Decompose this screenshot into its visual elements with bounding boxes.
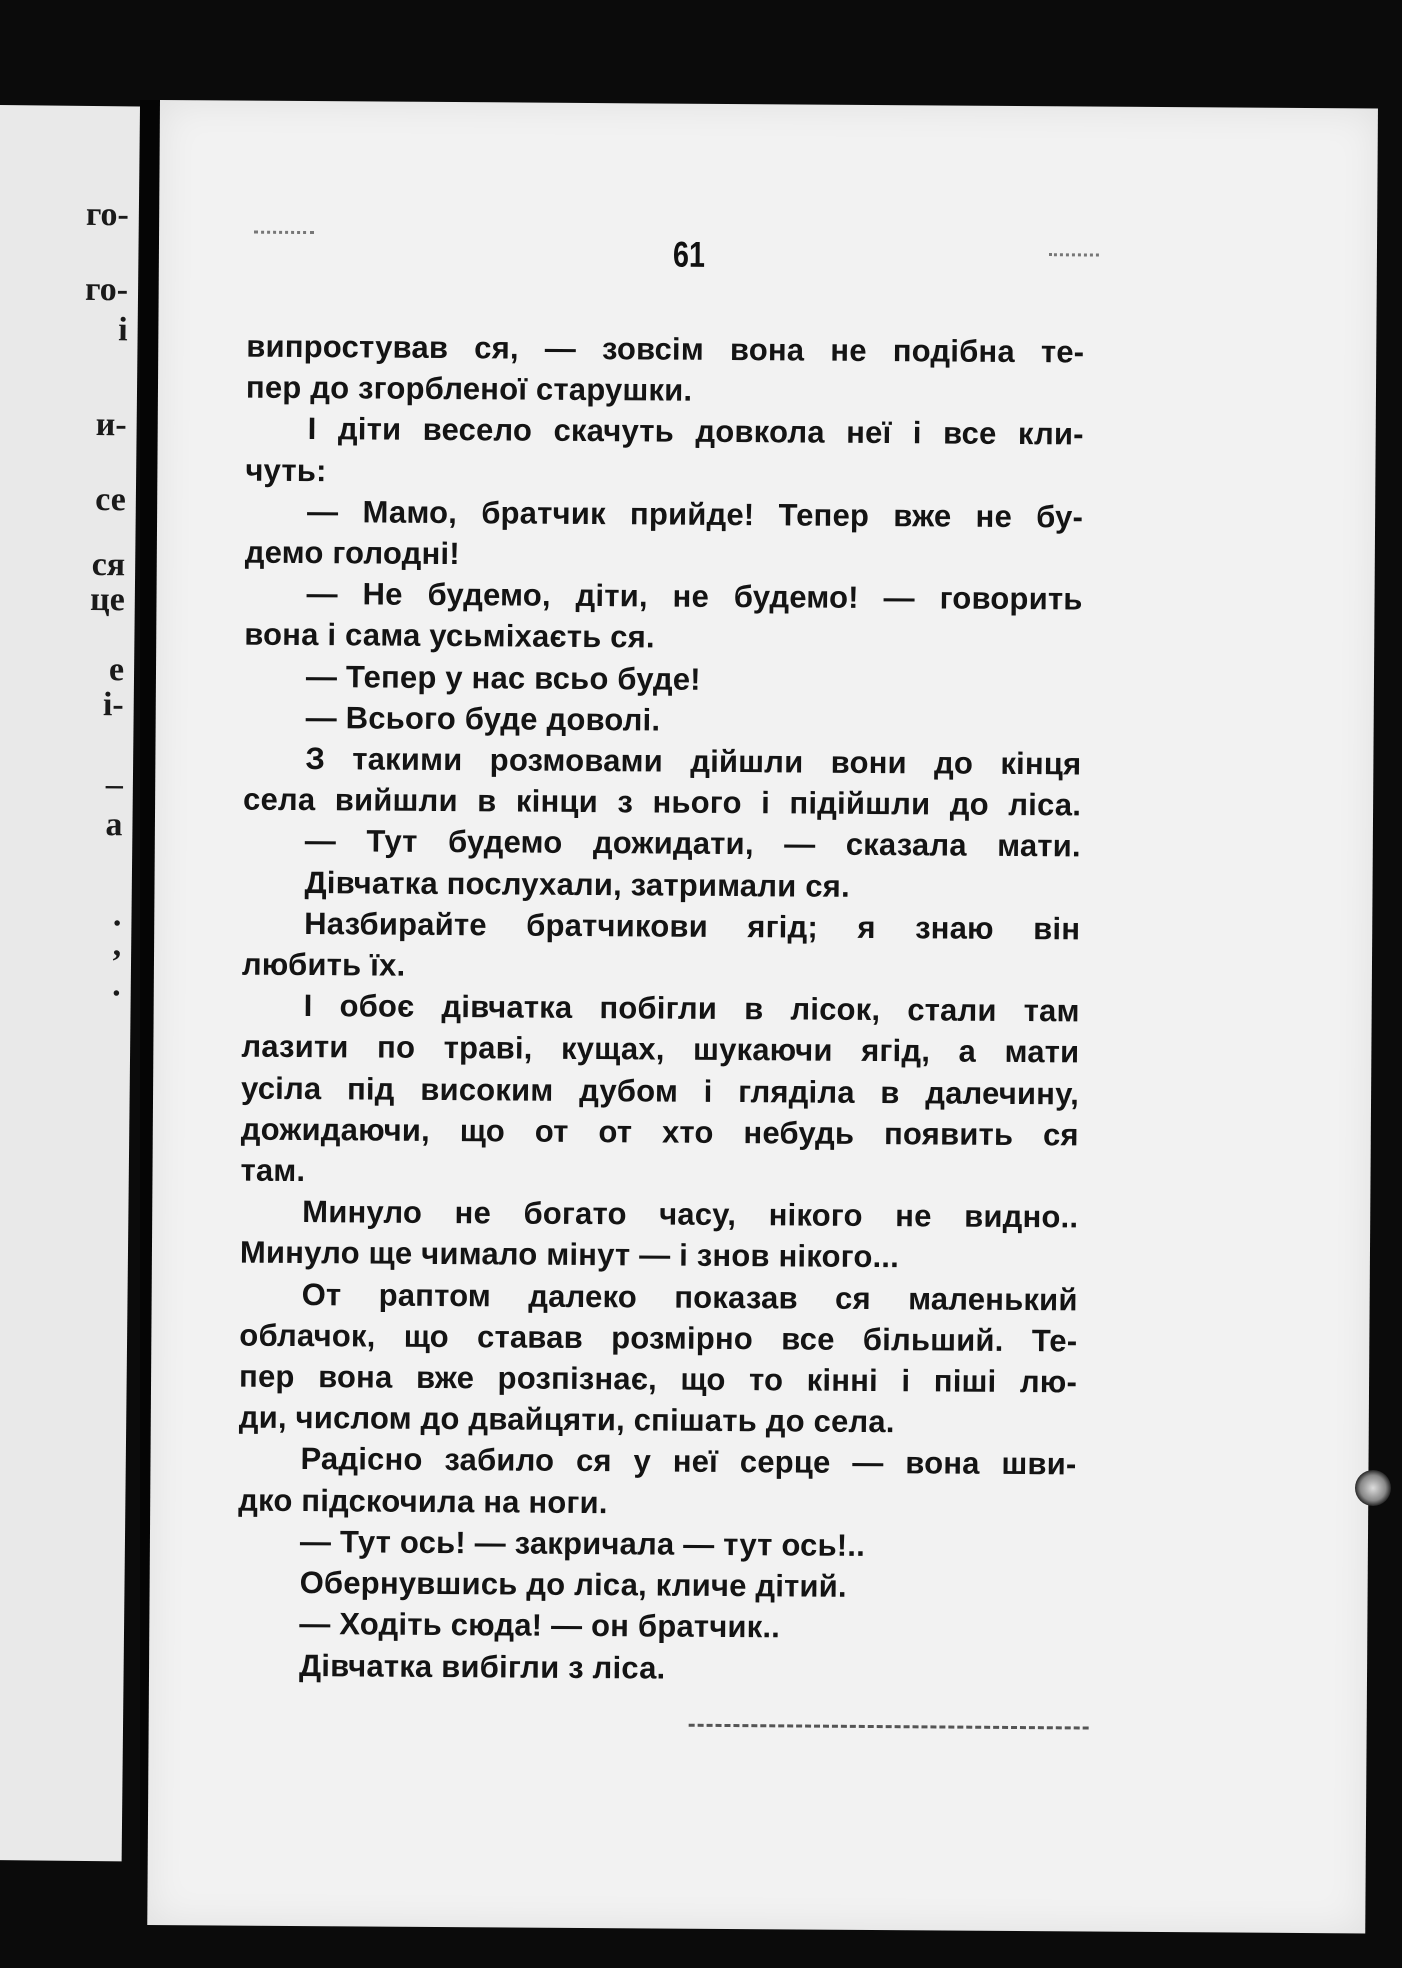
left-page-text-fragment: , [112,926,122,964]
text-line: — Тут ось! — закричала — тут ось!.. [299,1523,866,1563]
text-line: чуть: [245,452,327,488]
text-line: Минуло ще чимало мінут — і знов нікого... [239,1235,900,1275]
bottom-rule [689,1724,1089,1733]
header-mark-right [1049,253,1099,259]
text-line: — Тут будемо дожидати, — сказала мати. [304,823,1081,864]
text-line: Назбирайте братчикови ягід; я знаю він [304,905,1081,947]
left-page-text-fragment: а [105,806,123,844]
left-page-text-fragment: це [89,580,126,619]
text-line: дожидаючи, що от от хто небудь появить ся [240,1111,1079,1153]
text-line: — Не будемо, діти, не будемо! — говорить [306,576,1083,617]
text-line: ди, числом до двайцяти, спішать до села. [238,1399,895,1440]
text-line: демо голодні! [244,534,460,572]
text-line: пер до згорбленої старушки. [245,369,693,408]
text-line: І обоє дівчатка побігли в лісок, стали там [303,988,1080,1029]
page-body-text [237,326,1084,1692]
text-line: любить їх. [241,946,406,983]
left-page-text-fragments [0,105,140,1004]
left-page-text-fragment: . [112,896,122,934]
text-line: села вийшли в кінци з нього і підійшли до ліса. [242,781,1082,823]
text-line: дко підскочила на ноги. [238,1482,608,1520]
left-page-text-fragment: – [105,766,124,804]
left-page-text-fragment: і [118,311,128,349]
text-line: Обернувшись до ліса, кличе дітий. [299,1565,847,1604]
header-mark-left [254,231,314,237]
text-line: пер вона вже розпізнає, що то кінні і піші лю- [238,1358,1078,1400]
text-line: Радісно забило ся у неї серце — вона шви- [300,1441,1077,1482]
left-page-text-fragment: ся [91,545,126,584]
text-line: вона і сама усьміхаєть ся. [244,617,655,655]
text-line: облачок, що ставав розмірно все більший. Те- [239,1317,1078,1359]
text-line: лазити по траві, кущах, шукаючи ягід, а мати [241,1029,1080,1070]
page-number: 61 [672,233,706,275]
text-line: Дівчатка послухали, затримали ся. [304,864,850,904]
text-line: випростував ся, — зовсім вона не подібна те- [246,328,1085,370]
left-page-text-fragment: го- [84,270,129,309]
text-line: З такими розмовами дійшли вони до кінця [305,741,1082,782]
left-page-fragment [0,105,140,1861]
text-line: І діти весело скачуть довкола неї і все кли- [307,411,1084,452]
book-page [147,100,1378,1933]
text-line: — Мамо, братчик прийде! Тепер вже не бу- [307,493,1084,535]
text-line: Минуло не богато часу, нікого не видно.. [302,1194,1079,1235]
text-line: Дівчатка вибігли з ліса. [298,1647,666,1686]
text-line: там. [240,1152,306,1189]
left-page-text-fragment: . [112,966,121,1004]
left-page-text-fragment: и- [95,406,127,444]
text-line: — Ходіть сюда! — он братчик.. [299,1606,781,1645]
scan-speck [1355,1470,1391,1506]
text-line: От раптом далеко показав ся маленький [301,1276,1078,1318]
text-line: — Тепер у нас всьо буде! [305,658,701,697]
left-page-text-fragment: се [95,481,127,519]
left-page-text-fragment: е [108,651,125,689]
left-page-text-fragment: і- [102,686,124,724]
text-line: — Всього буде доволі. [305,699,661,738]
text-line: усіла під високим дубом і гляділа в далечину, [240,1070,1080,1112]
left-page-text-fragment: го- [85,195,130,234]
